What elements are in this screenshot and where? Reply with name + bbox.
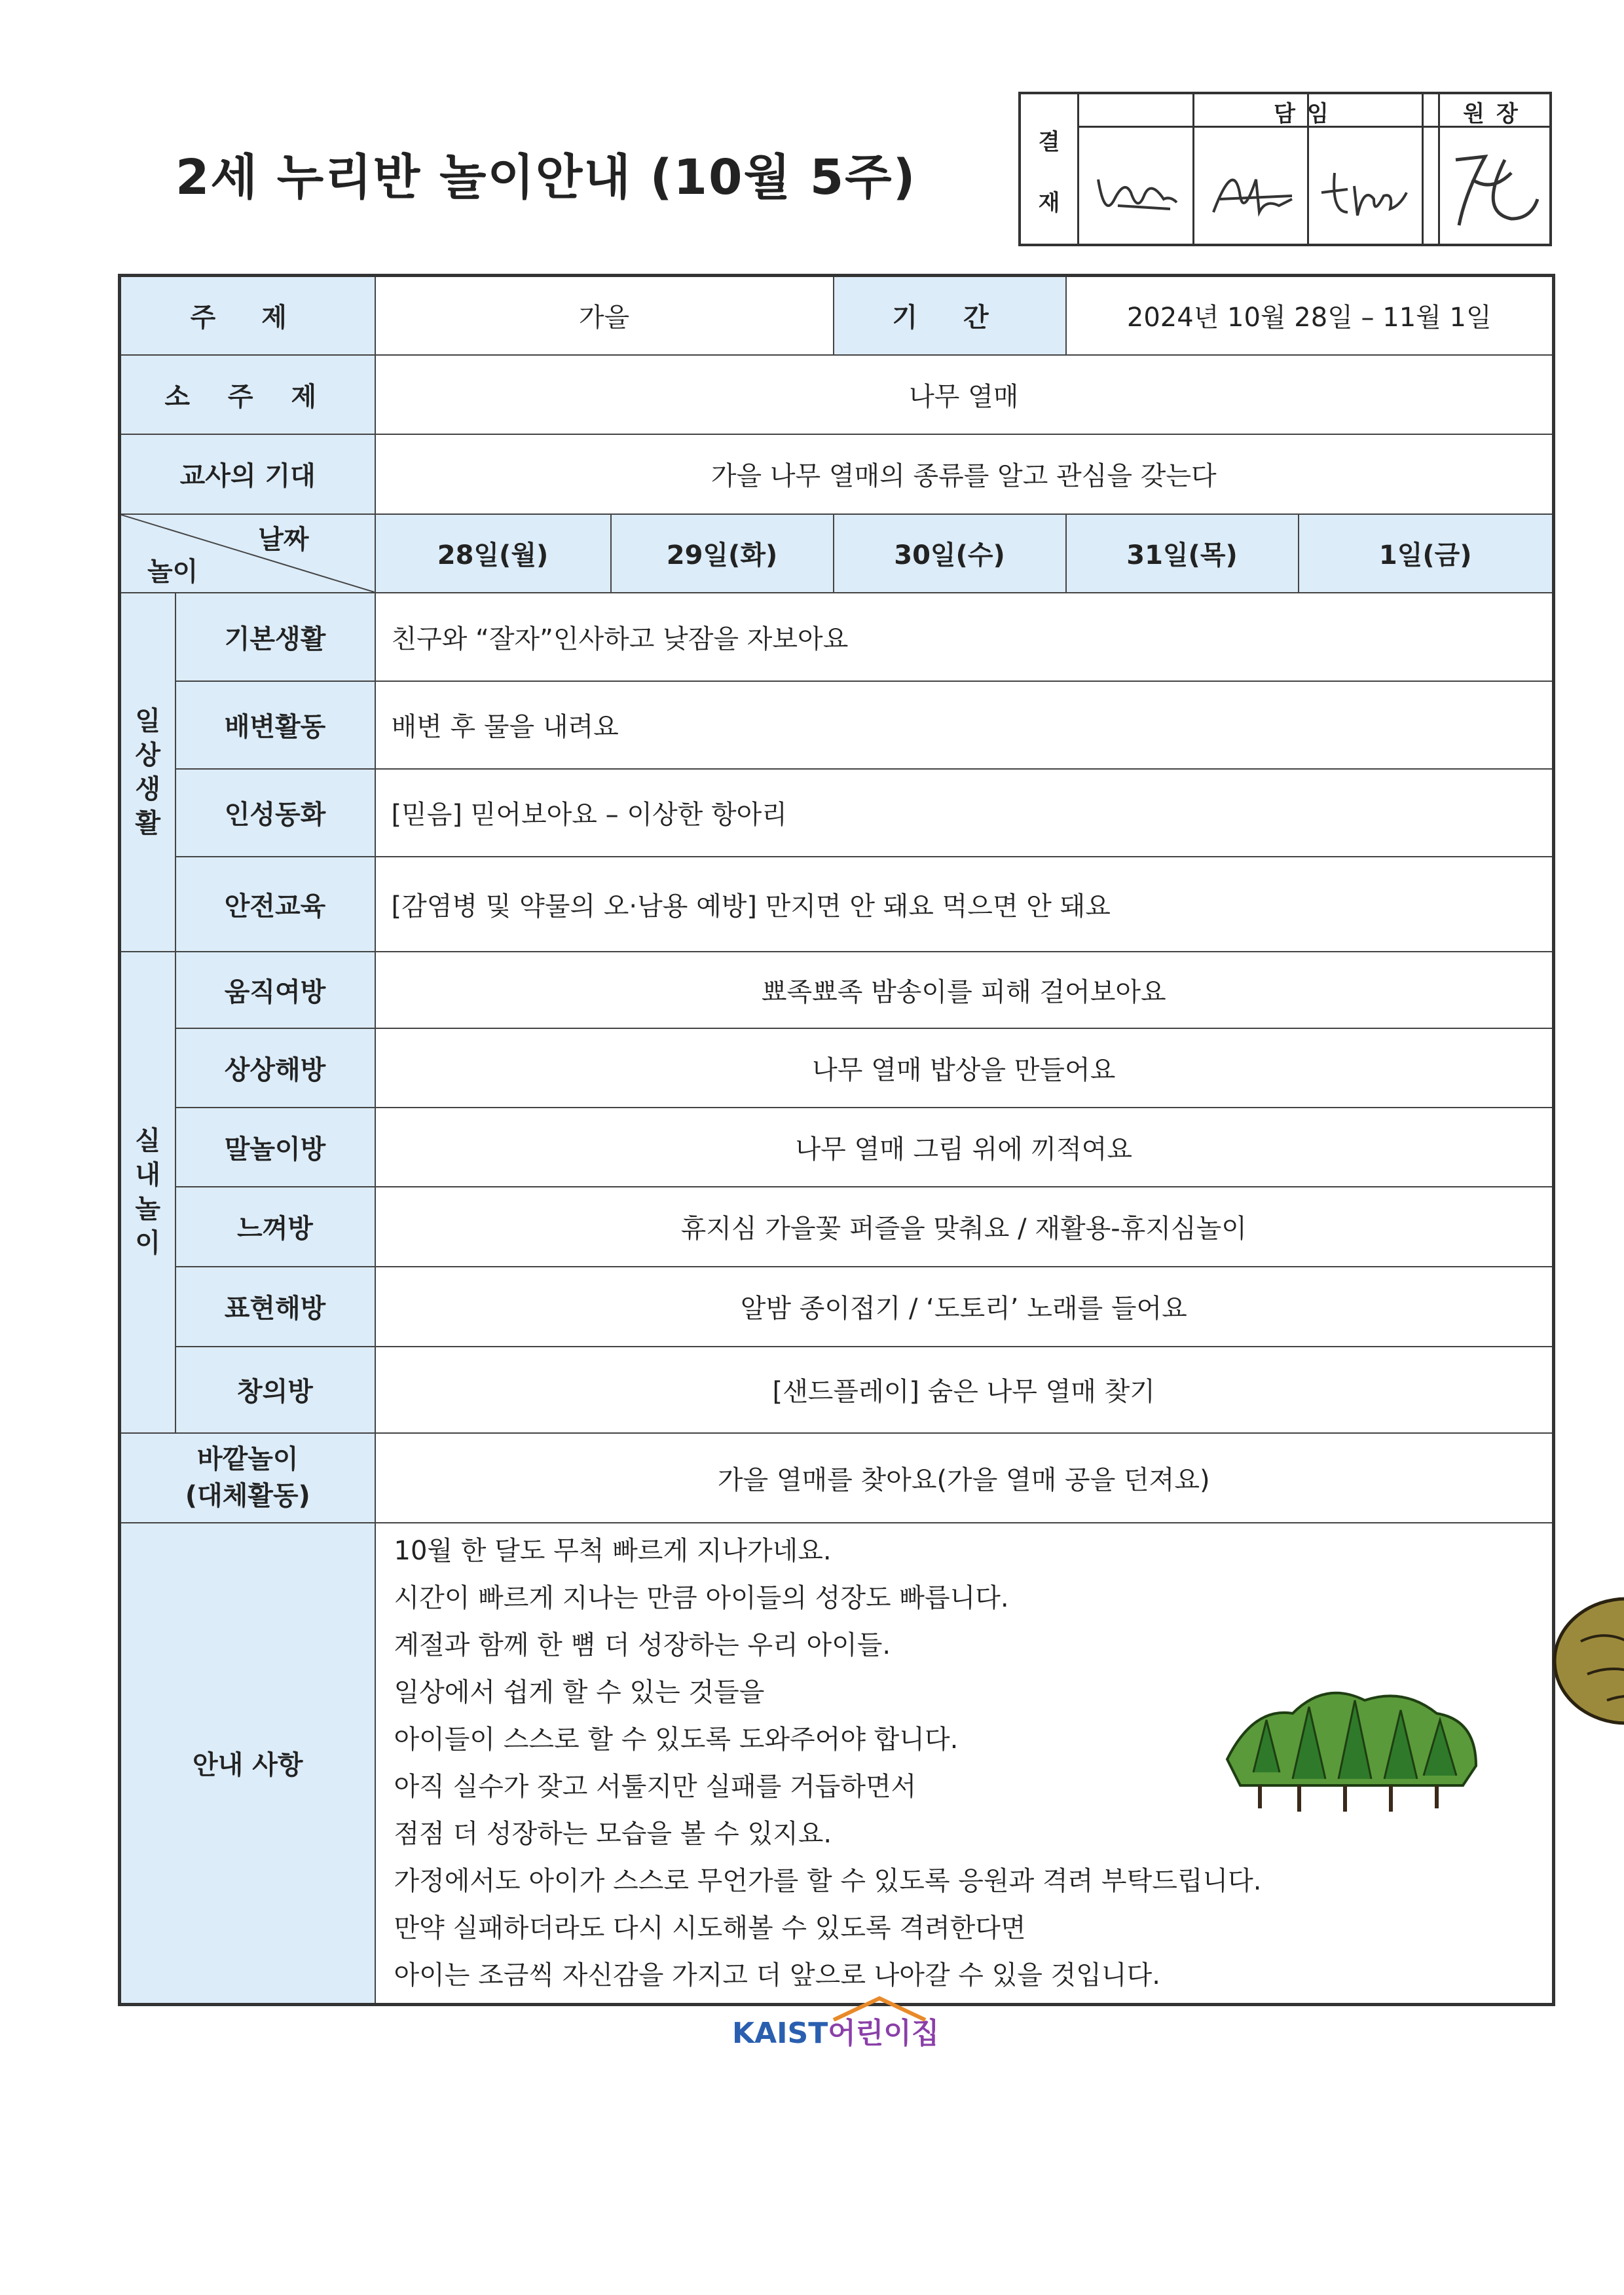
subtheme-label: 소 주 제 xyxy=(120,355,375,434)
row-label-language: 말놀이방 xyxy=(175,1108,375,1187)
indoor-play-category: 실 내 놀 이 xyxy=(120,952,175,1433)
play-label: 놀이 xyxy=(147,556,198,587)
expectation-label: 교사의 기대 xyxy=(120,434,375,514)
period-value: 2024년 10월 28일 – 11월 1일 xyxy=(1066,276,1554,355)
notice-line: 만약 실패하더라도 다시 시도해볼 수 있도록 격려한다면 xyxy=(394,1912,1026,1943)
row-value-expression: 알밤 종이접기 / ‘도토리’ 노래를 들어요 xyxy=(375,1267,1554,1347)
row-label-movement: 움직여방 xyxy=(175,952,375,1028)
row-value-language: 나무 열매 그림 위에 끼적여요 xyxy=(375,1108,1554,1187)
day-header-3: 30일(수) xyxy=(834,514,1066,593)
pinecone-illustration xyxy=(1541,1563,1624,1733)
row-label-basic-life: 기본생활 xyxy=(175,593,375,681)
notice-line: 가정에서도 아이가 스스로 무언가를 할 수 있도록 응원과 격려 부탁드립니다. xyxy=(394,1865,1262,1896)
notice-line: 아직 실수가 잦고 서툴지만 실패를 거듭하면서 xyxy=(394,1771,917,1802)
row-value-movement: 뾰족뾰족 밤송이를 피해 걸어보아요 xyxy=(375,952,1554,1028)
theme-value: 가을 xyxy=(375,276,834,355)
day-header-5: 1일(금) xyxy=(1299,514,1554,593)
kaist-kindergarten-logo: KAIST어린이집 xyxy=(732,2009,939,2051)
notice-line: 시간이 빠르게 지나는 만큼 아이들의 성장도 빠릅니다. xyxy=(394,1582,1009,1613)
notice-line: 아이는 조금씩 자신감을 가지고 더 앞으로 나아갈 수 있을 것입니다. xyxy=(394,1960,1160,1990)
expectation-value: 가을 나무 열매의 종류를 알고 관심을 갖는다 xyxy=(375,434,1554,514)
notice-content xyxy=(375,1523,1554,2005)
row-label-sensory: 느껴방 xyxy=(175,1187,375,1267)
signature-2 xyxy=(1194,134,1305,238)
notice-label: 안내 사항 xyxy=(120,1523,375,2005)
row-value-creativity: [샌드플레이] 숨은 나무 열매 찾기 xyxy=(375,1347,1554,1433)
period-label: 기 간 xyxy=(834,276,1066,355)
signature-3 xyxy=(1308,134,1420,238)
outdoor-value: 가을 열매를 찾아요(가을 열매 공을 던져요) xyxy=(375,1433,1554,1523)
day-header-4: 31일(목) xyxy=(1066,514,1299,593)
row-label-character-story: 인성동화 xyxy=(175,769,375,857)
row-label-expression: 표현해방 xyxy=(175,1267,375,1347)
house-roof-icon xyxy=(830,1995,929,2021)
approval-box xyxy=(1018,92,1552,246)
theme-label: 주 제 xyxy=(120,276,375,355)
outdoor-label: 바깥놀이 (대체활동) xyxy=(120,1433,375,1523)
signature-1 xyxy=(1079,134,1190,238)
approval-label-top: 결 xyxy=(1038,129,1060,155)
notice-line: 일상에서 쉽게 할 수 있는 것들을 xyxy=(394,1677,765,1707)
notice-line: 점점 더 성장하는 모습을 볼 수 있지요. xyxy=(394,1818,832,1849)
daily-life-category: 일 상 생 활 xyxy=(120,593,175,952)
row-label-toilet: 배변활동 xyxy=(175,681,375,769)
row-value-character-story: [믿음] 믿어보아요 – 이상한 항아리 xyxy=(375,769,1554,857)
notice-line: 계절과 함께 한 뼘 더 성장하는 우리 아이들. xyxy=(394,1630,891,1660)
fir-tree-illustration xyxy=(1620,1713,1624,1956)
director-label: 원장 xyxy=(1463,101,1530,127)
day-header-1: 28일(월) xyxy=(375,514,611,593)
forest-illustration xyxy=(1214,1654,1489,1825)
date-play-header xyxy=(120,514,375,593)
row-value-sensory: 휴지심 가을꽃 퍼즐을 맞춰요 / 재활용-휴지심놀이 xyxy=(375,1187,1554,1267)
row-label-creativity: 창의방 xyxy=(175,1347,375,1433)
homeroom-label: 담임 xyxy=(1274,101,1340,127)
approval-label-bottom: 재 xyxy=(1038,190,1060,216)
date-label: 날짜 xyxy=(258,524,309,555)
signature-4 xyxy=(1439,134,1551,238)
subtheme-value: 나무 열매 xyxy=(375,355,1554,434)
page-title: 2세 누리반 놀이안내 (10월 5주) xyxy=(175,149,917,206)
row-value-imagination: 나무 열매 밥상을 만들어요 xyxy=(375,1028,1554,1108)
plan-table xyxy=(118,274,1555,2006)
row-label-safety: 안전교육 xyxy=(175,857,375,952)
row-value-basic-life: 친구와 “잘자”인사하고 낮잠을 자보아요 xyxy=(375,593,1554,681)
row-value-safety: [감염병 및 약물의 오·남용 예방] 만지면 안 돼요 먹으면 안 돼요 xyxy=(375,857,1554,952)
row-value-toilet: 배변 후 물을 내려요 xyxy=(375,681,1554,769)
notice-line: 10월 한 달도 무척 빠르게 지나가네요. xyxy=(394,1535,832,1566)
day-header-2: 29일(화) xyxy=(611,514,834,593)
row-label-imagination: 상상해방 xyxy=(175,1028,375,1108)
notice-line: 아이들이 스스로 할 수 있도록 도와주어야 합니다. xyxy=(394,1724,959,1755)
